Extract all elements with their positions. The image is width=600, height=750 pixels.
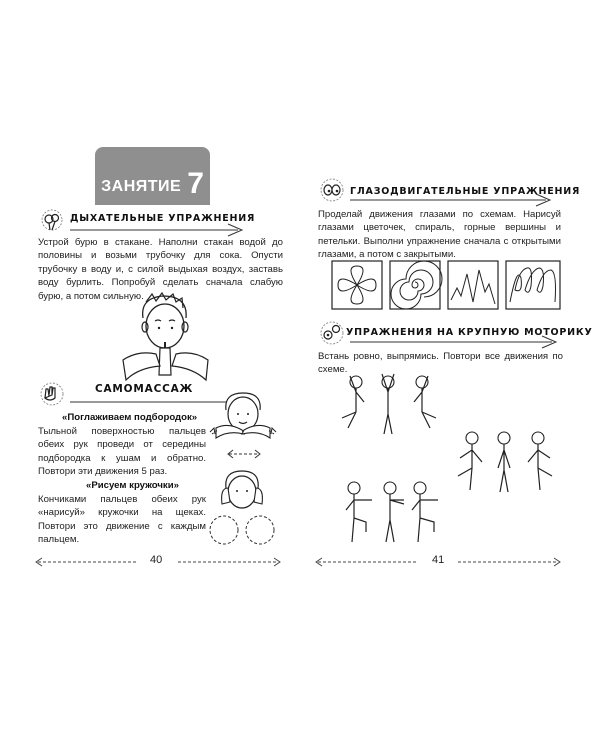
- figure-arms-forward: [384, 482, 404, 542]
- dashed-arrow: [225, 448, 265, 460]
- circles-title: «Рисуем кружочки»: [86, 480, 179, 491]
- eye-schemes: [331, 260, 561, 310]
- breathing-text: Устрой бурю в стакане. Наполни стакан водой до половины и возьми трубочку для сока. Опусти трубочку в воду и, с силой выдыхая воздух, заставь воду бурлить. Попробуй сделать сначала слабую бурю, а потом сильную.: [38, 237, 283, 302]
- figure-kick-left: [458, 432, 482, 490]
- hands-icon: [41, 383, 63, 405]
- figure-arms-up: [382, 374, 394, 434]
- boy-straw-illustration: [118, 290, 213, 385]
- spiral-scheme: [390, 261, 442, 309]
- eye-motor-text: Проделай движения глазами по схемам. Нарисуй глазами цветочек, спираль, горные вершины и петельки. Выполни упражнение сначала с открытыми глазами, а потом с закрытыми.: [318, 209, 561, 261]
- motor-figures-group-1: [336, 372, 446, 442]
- figure-kick-right: [528, 432, 552, 490]
- motor-figures-group-3: [336, 478, 446, 548]
- left-footer-line: [38, 556, 288, 568]
- page-number-right: 41: [432, 554, 445, 566]
- figure-standing: [498, 432, 510, 492]
- breathing-title: ДЫХАТЕЛЬНЫЕ УПРАЖНЕНИЯ: [70, 213, 256, 224]
- loops-scheme: [506, 261, 560, 309]
- lesson-tab: [95, 147, 210, 205]
- mountains-scheme: [448, 261, 498, 309]
- gross-motor-title: УПРАЖНЕНИЯ НА КРУПНУЮ МОТОРИКУ: [346, 327, 593, 338]
- motor-figures-group-2: [450, 428, 560, 498]
- massage-title: САМОМАССАЖ: [95, 383, 194, 395]
- circles-text: Кончиками пальцев обеих рук «нарисуй» кружочки на щеках. Повтори это движение с каждым пальцем.: [38, 494, 206, 546]
- figure-arm-up-left: [342, 376, 364, 428]
- chin-massage-illustration: [208, 390, 278, 448]
- balloons-icon: [42, 210, 62, 230]
- flower-scheme: [332, 261, 382, 309]
- gross-motor-text: Встань ровно, выпрямись. Повтори все движения по схеме.: [318, 351, 563, 376]
- lesson-word: ЗАНЯТИЕ: [101, 178, 182, 195]
- chin-text: Тыльной поверхностью пальцев обеих рук проведи от середины подбородка к ушам и обратно. Повтори эти движения 5 раз.: [38, 426, 206, 478]
- figure-knee-up-2: [412, 482, 438, 542]
- eyes-icon: [321, 179, 343, 201]
- lesson-number: 7: [187, 167, 204, 200]
- chin-title: «Поглаживаем подбородок»: [62, 412, 198, 423]
- page-number-left: 40: [150, 554, 163, 566]
- cheek-circles-illustration: [206, 468, 278, 548]
- figure-knee-up-1: [346, 482, 372, 542]
- figure-arm-up-right: [414, 376, 436, 428]
- gears-icon: [321, 322, 343, 344]
- eye-motor-title: ГЛАЗОДВИГАТЕЛЬНЫЕ УПРАЖНЕНИЯ: [350, 186, 581, 197]
